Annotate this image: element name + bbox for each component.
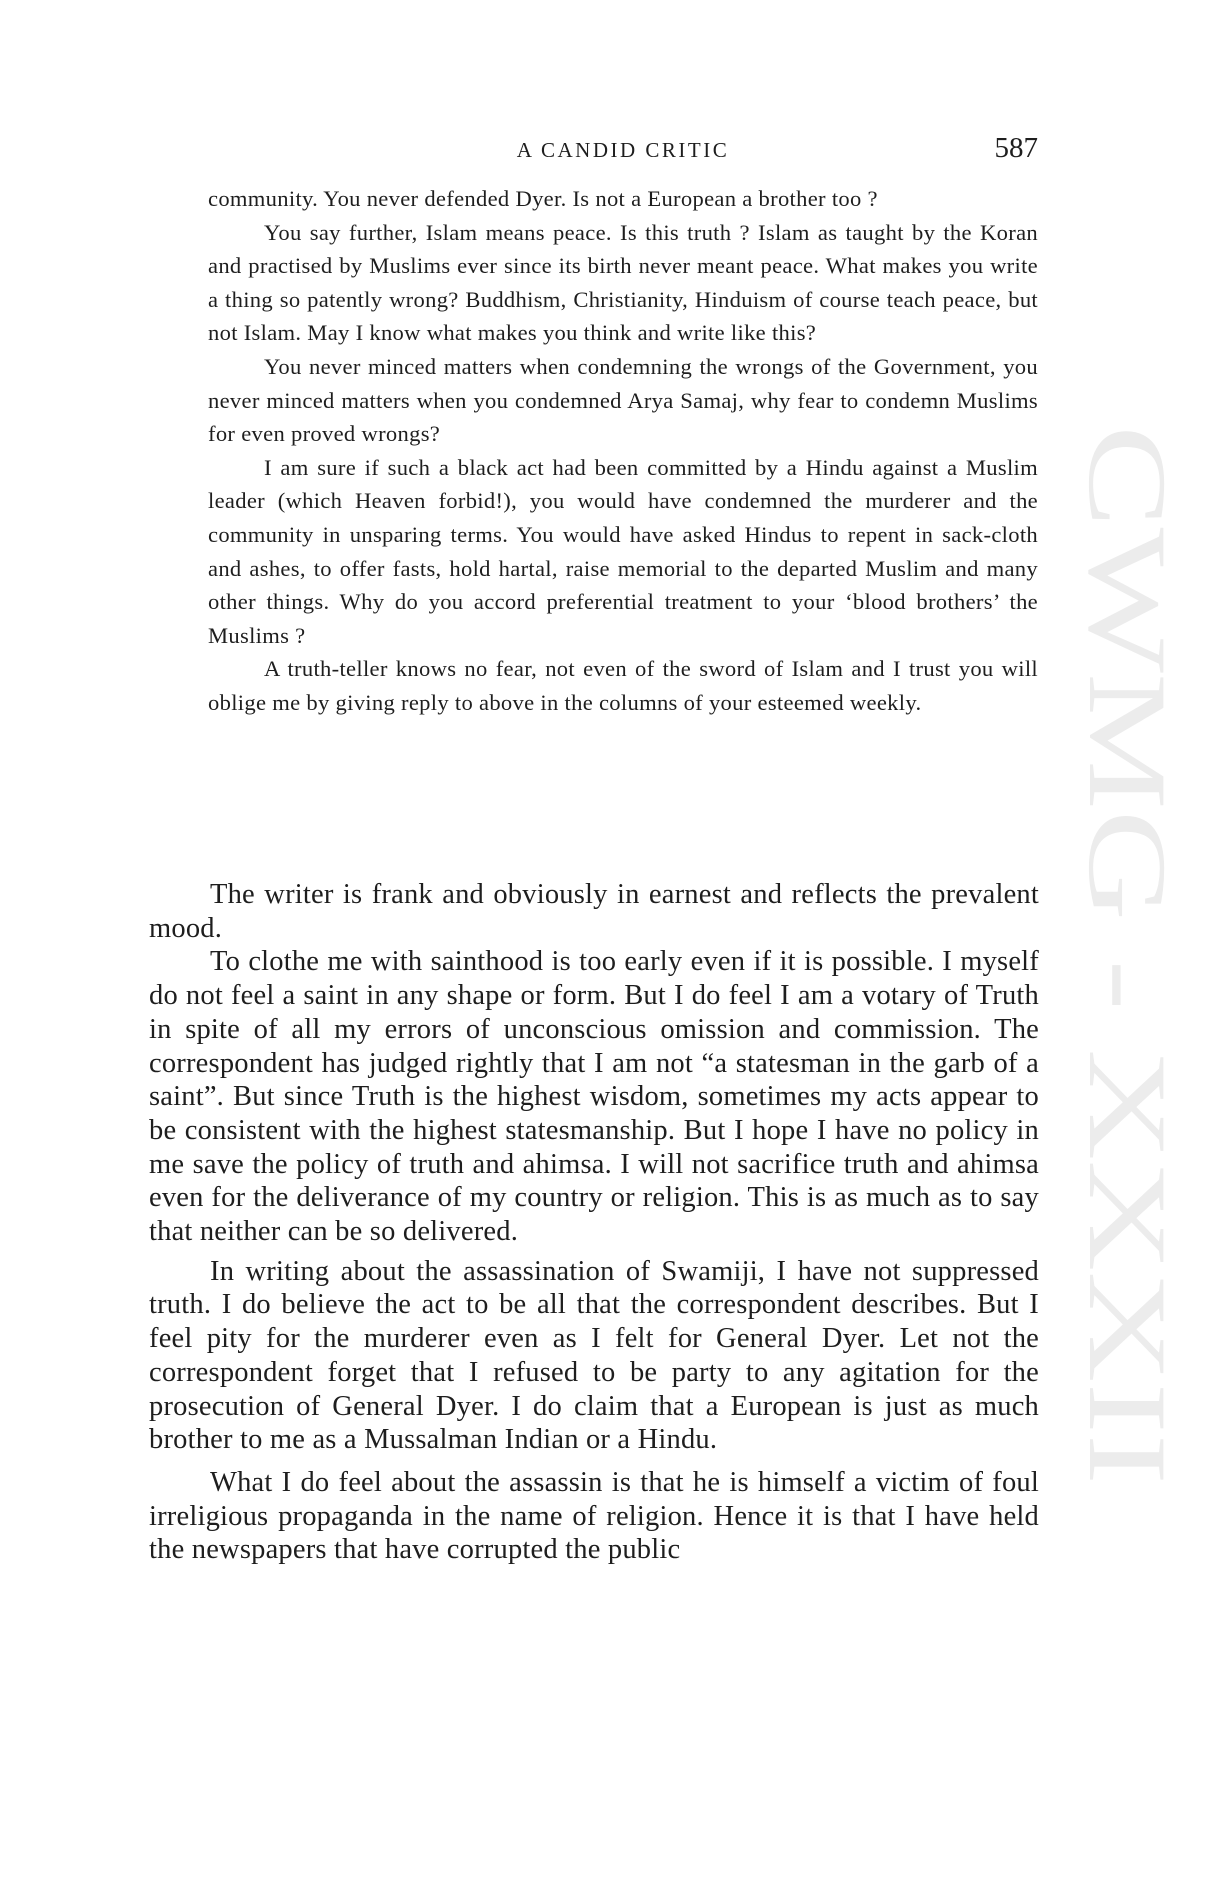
- body-paragraph: What I do feel about the assassin is that he is himself a victim of foul irreligious propaganda in the name of religion. Hence it is that I have held the newspapers that have corrupted the public: [149, 1466, 1039, 1566]
- letter-paragraph: I am sure if such a black act had been committed by a Hindu against a Muslim leader (which Heaven forbid!), you would have condemned the murderer and the community in unsparing terms. You would have asked Hindus to repent in sack-cloth and ashes, to offer fasts, hold hartal, raise memorial to the departed Muslim and many other things. Why do you accord preferential treatment to your ‘blood brothers’ the Muslims ?: [208, 454, 1038, 648]
- body-paragraph: The writer is frank and obviously in earnest and reflects the prevalent mood.: [149, 879, 1039, 944]
- page-number: 587: [994, 132, 1038, 164]
- letter-paragraph: You never minced matters when condemning the wrongs of the Government, you never minced matters when you condemned Arya Samaj, why fear to condemn Muslims for even proved wrongs?: [208, 353, 1038, 447]
- letter-paragraph: community. You never defended Dyer. Is not a European a brother too ?: [208, 186, 878, 211]
- page-header: [208, 132, 1038, 168]
- body-paragraph: To clothe me with sainthood is too early even if it is possible. I myself do not feel a saint in any shape or form. But I do feel I am a votary of Truth in spite of all my errors of unconscious omission and commission. The correspondent has judged rightly that I am not “a statesman in the garb of a saint”. But since Truth is the highest wisdom, sometimes my acts appear to be consistent with the highest statesmanship. But I hope I have no policy in me save the policy of truth and ahimsa. I will not sacrifice truth and ahimsa even for the deliverance of my country or religion. This is as much as to say that neither can be so delivered.: [149, 946, 1039, 1248]
- watermark-graphic: [1068, 425, 1188, 1485]
- quoted-letter: [208, 182, 1038, 720]
- running-title: A CANDID CRITIC: [516, 138, 730, 162]
- letter-paragraph: You say further, Islam means peace. Is this truth ? Islam as taught by the Koran and practised by Muslims ever since its birth never meant peace. What makes you write a thing so patently wrong? Buddhism, Christianity, Hinduism of course teach peace, but not Islam. May I know what makes you think and write like this?: [208, 219, 1038, 346]
- body-text: [149, 878, 1039, 1567]
- letter-paragraph: A truth-teller knows no fear, not even of the sword of Islam and I trust you will oblige me by giving reply to above in the columns of your esteemed weekly.: [208, 656, 1038, 715]
- watermark: [1068, 425, 1188, 1485]
- body-paragraph: In writing about the assassination of Swamiji, I have not suppressed truth. I do believe the act to be all that the correspondent describes. But I feel pity for the murderer even as I felt for General Dyer. Let not the correspondent forget that I refused to be party to any agitation for the prosecution of General Dyer. I do claim that a European is just as much brother to me as a Mussalman Indian or a Hindu.: [149, 1255, 1039, 1456]
- watermark-text: CWMG - XXXII: [1068, 425, 1188, 1197]
